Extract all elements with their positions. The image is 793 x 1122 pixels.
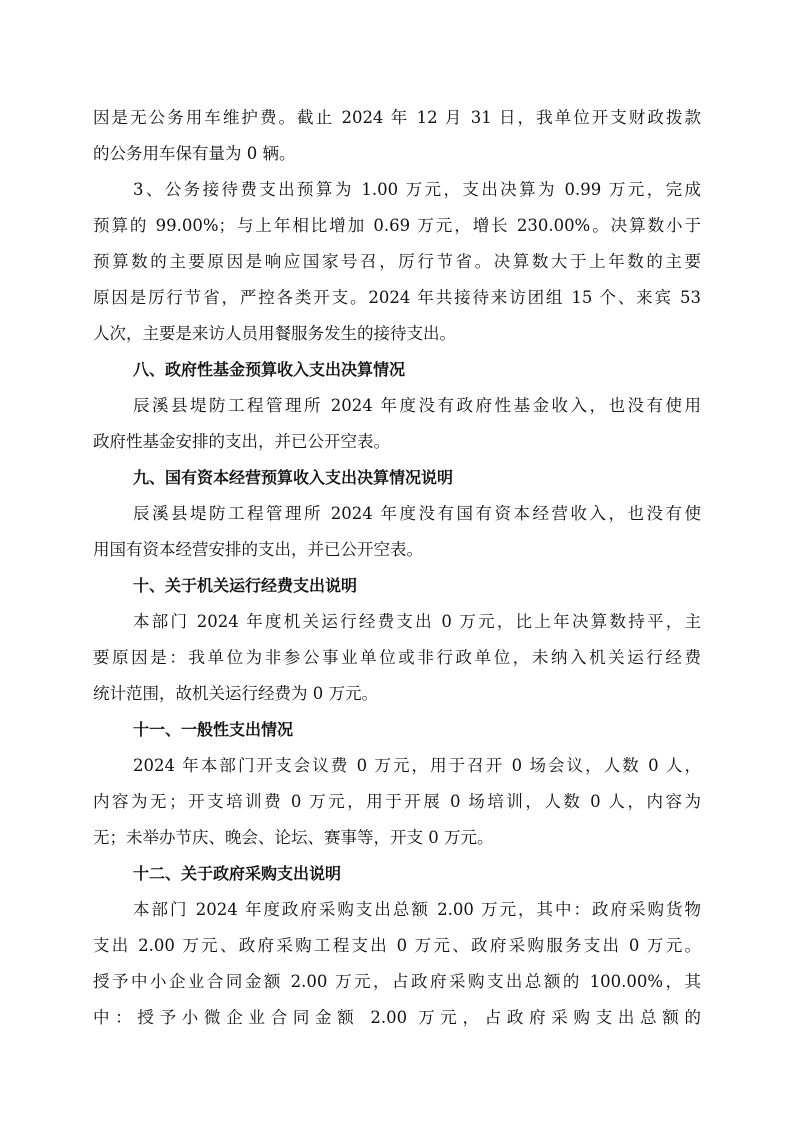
paragraph-line: 原因是厉行节省，严控各类开支。2024 年共接待来访团组 15 个、来宾 53 xyxy=(93,288,701,307)
paragraph-line: 3、公务接待费支出预算为 1.00 万元，支出决算为 0.99 万元，完成 xyxy=(133,180,701,199)
paragraph-line: 授予中小企业合同金额 2.00 万元，占政府采购支出总额的 100.00%，其 xyxy=(93,972,701,991)
paragraph-line: 辰溪县堤防工程管理所 2024 年度没有国有资本经营收入，也没有使 xyxy=(133,504,701,523)
paragraph-line: 要原因是：我单位为非参公事业单位或非行政单位，未纳入机关运行经费 xyxy=(93,648,701,667)
section-heading-11: 十一、一般性支出情况 xyxy=(133,720,294,739)
paragraph-line: 的公务用车保有量为 0 辆。 xyxy=(93,144,296,163)
paragraph-line: 辰溪县堤防工程管理所 2024 年度没有政府性基金收入，也没有使用 xyxy=(133,396,701,415)
paragraph-line: 中：授予小微企业合同金额 2.00 万元，占政府采购支出总额的 xyxy=(93,1008,701,1027)
section-heading-12: 十二、关于政府采购支出说明 xyxy=(133,864,342,883)
paragraph-line: 政府性基金安排的支出，并已公开空表。 xyxy=(93,432,390,451)
paragraph-line: 2024 年本部门开支会议费 0 万元，用于召开 0 场会议，人数 0 人， xyxy=(133,756,701,775)
paragraph-line: 预算数的主要原因是响应国家号召，厉行节省。决算数大于上年数的主要 xyxy=(93,252,701,271)
section-heading-10: 十、关于机关运行经费支出说明 xyxy=(133,576,358,595)
paragraph-line: 支出 2.00 万元、政府采购工程支出 0 万元、政府采购服务支出 0 万元。 xyxy=(93,936,701,955)
paragraph-line: 预算的 99.00%；与上年相比增加 0.69 万元，增长 230.00%。决算数小于 xyxy=(93,216,701,235)
paragraph-line: 本部门 2024 年度机关运行经费支出 0 万元，比上年决算数持平，主 xyxy=(133,612,701,631)
paragraph-line: 内容为无；开支培训费 0 万元，用于开展 0 场培训，人数 0 人，内容为 xyxy=(93,792,701,811)
paragraph-line: 因是无公务用车维护费。截止 2024 年 12 月 31 日，我单位开支财政拨款 xyxy=(93,108,701,127)
paragraph-line: 统计范围，故机关运行经费为 0 万元。 xyxy=(93,684,378,703)
paragraph-line: 人次，主要是来访人员用餐服务发生的接待支出。 xyxy=(93,324,456,343)
section-heading-9: 九、国有资本经营预算收入支出决算情况说明 xyxy=(133,468,454,487)
paragraph-line: 无；未举办节庆、晚会、论坛、赛事等，开支 0 万元。 xyxy=(93,828,494,847)
section-heading-8: 八、政府性基金预算收入支出决算情况 xyxy=(133,360,406,379)
document-body xyxy=(93,100,701,1036)
paragraph-line: 用国有资本经营安排的支出，并已公开空表。 xyxy=(93,540,423,559)
paragraph-line: 本部门 2024 年度政府采购支出总额 2.00 万元，其中：政府采购货物 xyxy=(133,900,701,919)
